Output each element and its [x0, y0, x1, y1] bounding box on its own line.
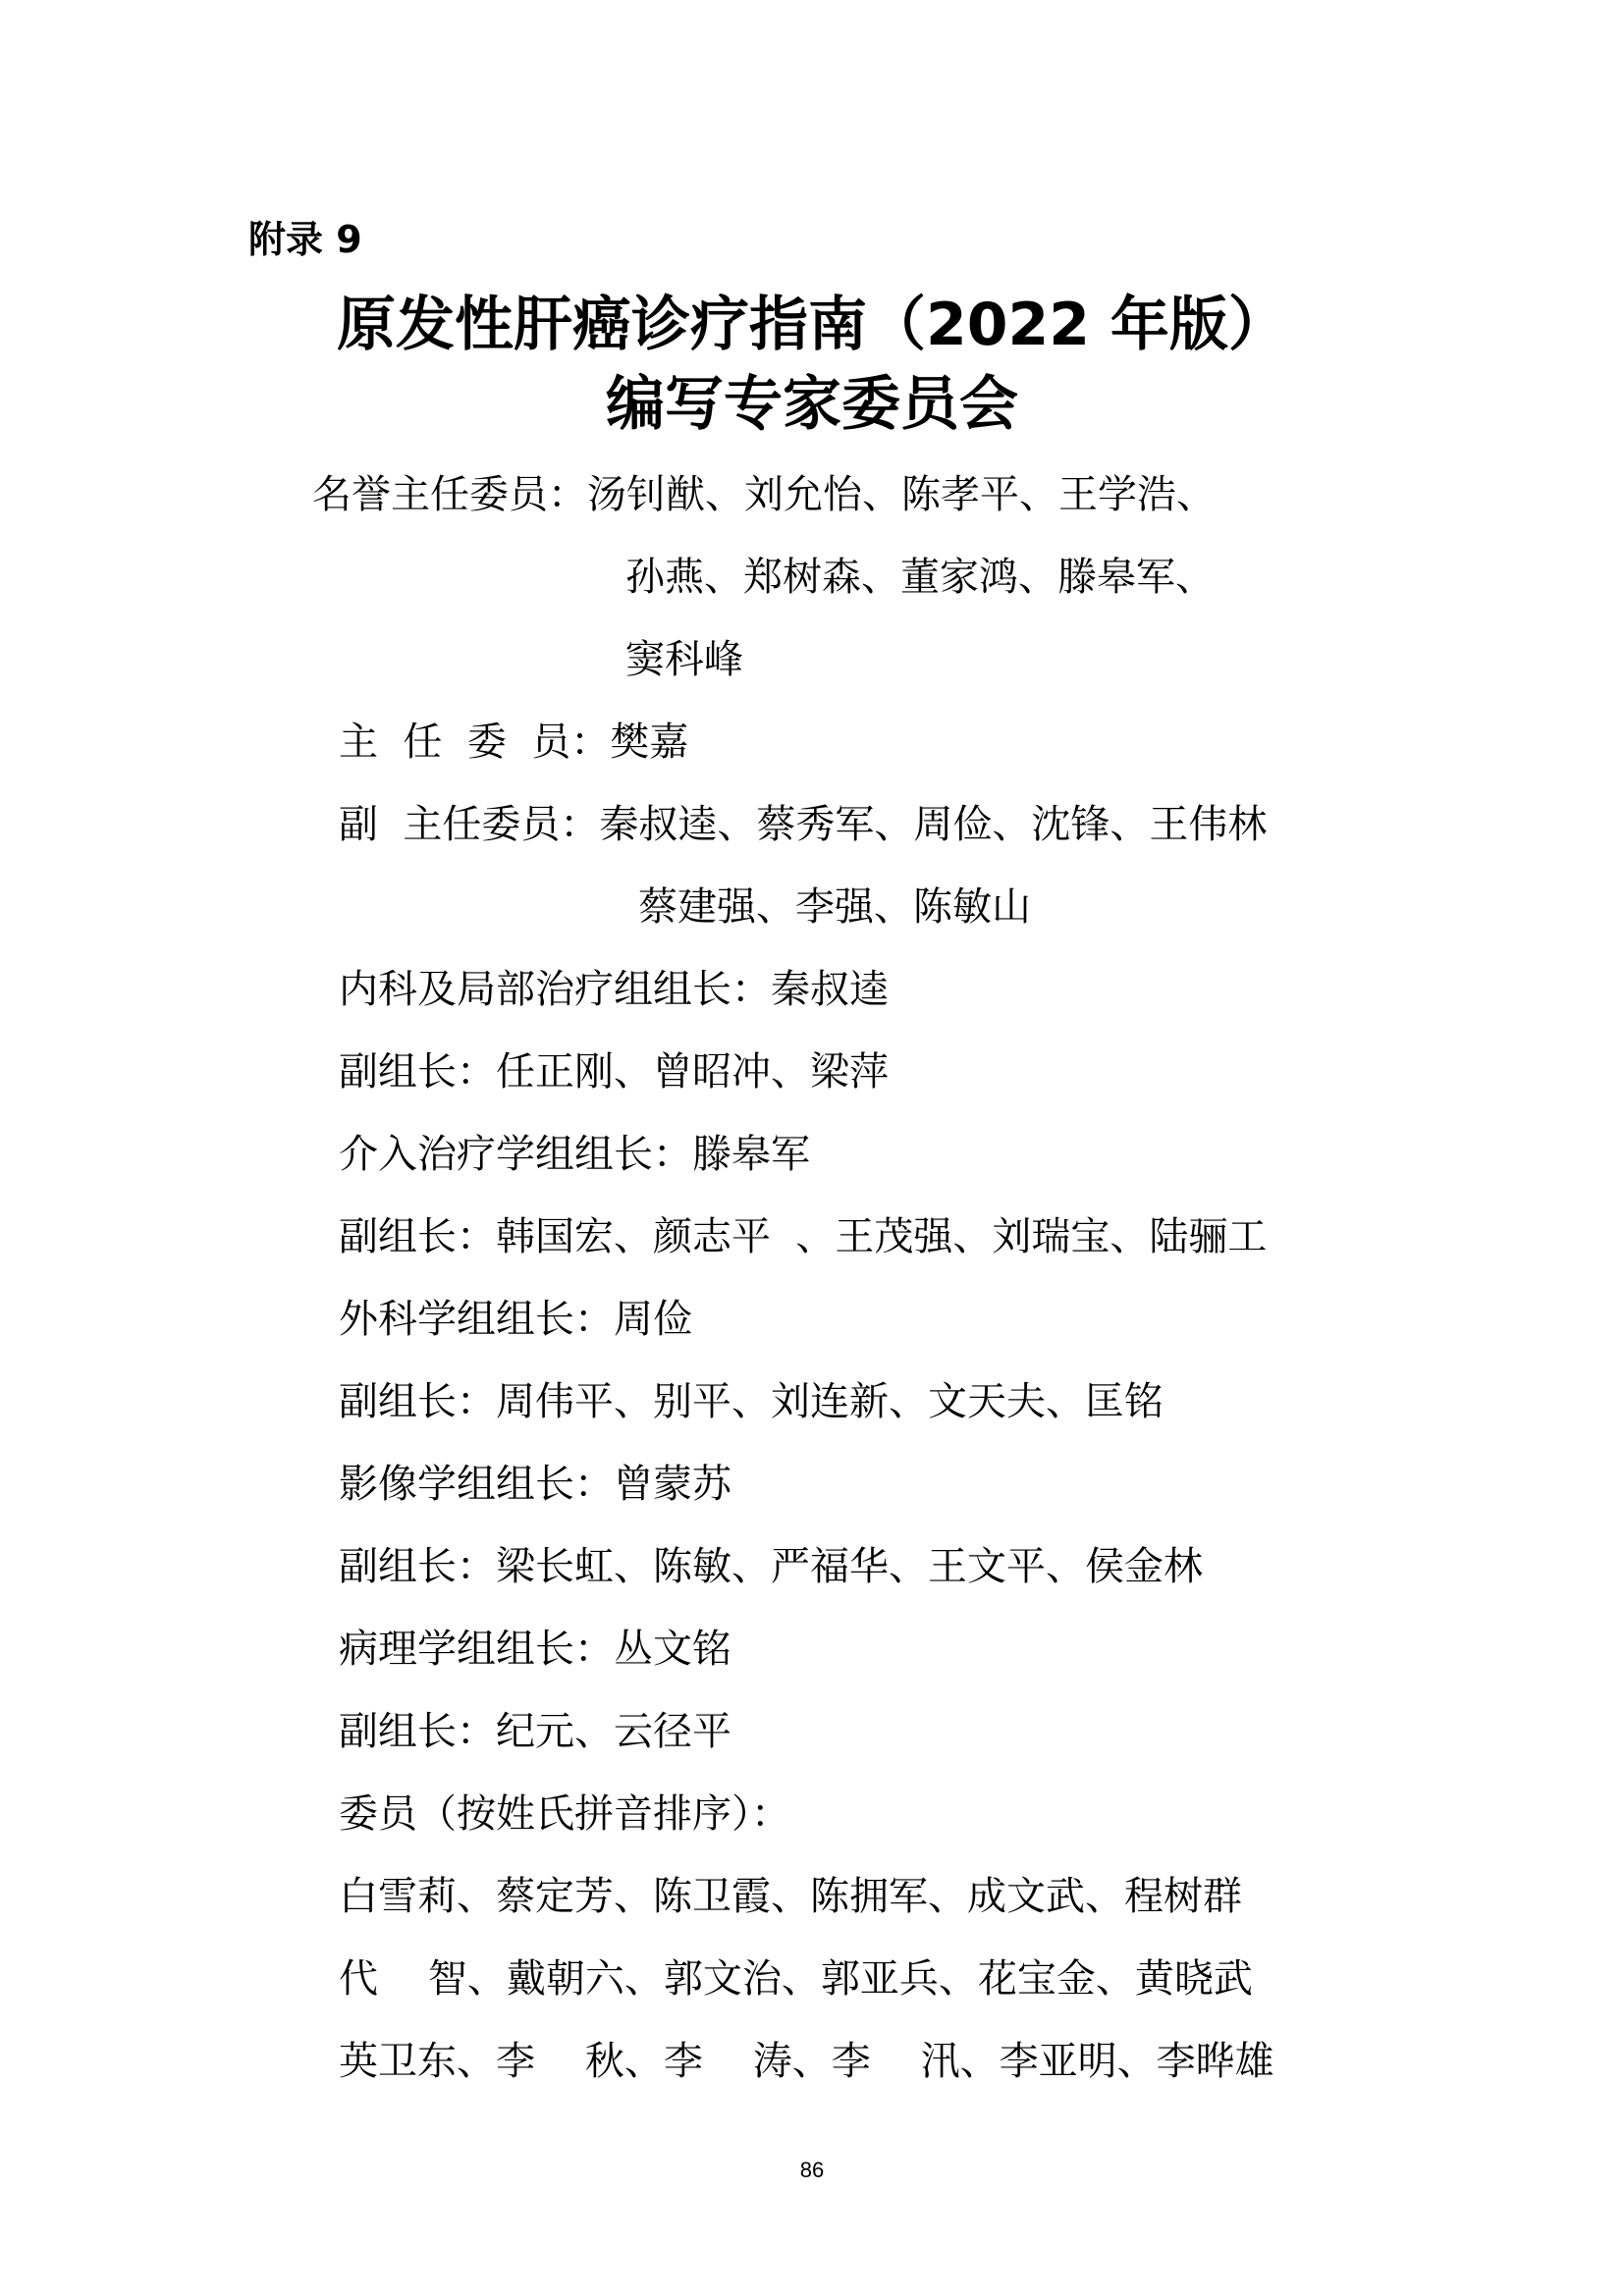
members-line-1: 白雪莉、蔡定芳、陈卫霞、陈拥军、成文武、程树群	[339, 1874, 1242, 1919]
members-line-2: 代 智、戴朝六、郭文治、郭亚兵、花宝金、黄晓武	[339, 1956, 1253, 2002]
title-line-1: 原发性肝癌诊疗指南（2022 年版）	[337, 291, 1287, 359]
honorary-chairs-line-1: 名誉主任委员：汤钊猷、刘允怡、陈孝平、王学浩、	[312, 472, 1216, 517]
medical-group-leader: 内科及局部治疗组组长：秦叔逵	[339, 967, 889, 1012]
interventional-group-deputies: 副组长：韩国宏、颜志平 、王茂强、刘瑞宝、陆骊工	[339, 1214, 1268, 1259]
honorary-chairs-line-2: 孙燕、郑树森、董家鸿、滕皋军、	[625, 555, 1215, 600]
page-number: 86	[799, 2158, 825, 2182]
chair-line: 主 任 委 员：樊嘉	[339, 720, 689, 765]
appendix-label: 附录 9	[248, 218, 362, 261]
surgery-group-deputies: 副组长：周伟平、别平、刘连新、文天夫、匡铭	[339, 1379, 1164, 1424]
surgery-group-leader: 外科学组组长：周俭	[339, 1297, 692, 1342]
vice-chairs-line-2: 蔡建强、李强、陈敏山	[638, 884, 1031, 930]
members-heading: 委员（按姓氏拼音排序）：	[339, 1791, 790, 1837]
honorary-chairs-line-3: 窦科峰	[625, 637, 743, 682]
interventional-group-leader: 介入治疗学组组长：滕皋军	[339, 1132, 810, 1177]
members-line-3: 英卫东、李 秋、李 涛、李 汛、李亚明、李晔雄	[339, 2039, 1274, 2084]
title-line-2: 编写专家委员会	[606, 370, 1018, 439]
vice-chairs-line-1: 副 主任委员：秦叔逵、蔡秀军、周俭、沈锋、王伟林	[339, 802, 1268, 847]
imaging-group-leader: 影像学组组长：曾蒙苏	[339, 1462, 731, 1507]
pathology-group-deputies: 副组长：纪元、云径平	[339, 1709, 731, 1754]
pathology-group-leader: 病理学组组长：丛文铭	[339, 1627, 731, 1672]
imaging-group-deputies: 副组长：梁长虹、陈敏、严福华、王文平、侯金林	[339, 1544, 1203, 1589]
medical-group-deputies: 副组长：任正刚、曾昭冲、梁萍	[339, 1049, 889, 1095]
